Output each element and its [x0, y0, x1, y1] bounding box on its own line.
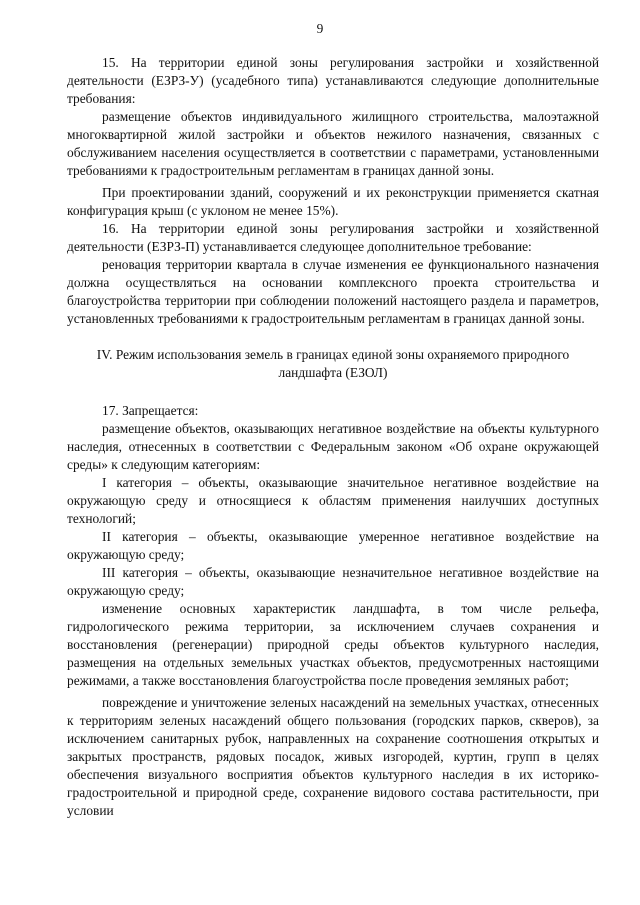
page-number: 9: [316, 21, 324, 36]
paragraph-17: 17. Запрещается:: [102, 403, 199, 418]
paragraph-15-roof-note: При проектировании зданий, сооружений и их реконструкции применяется скатная конфигурация крыш (с уклоном не менее 15%).: [67, 185, 599, 218]
document-body: [67, 54, 599, 820]
section-heading: IV. Режим использования земель в границах единой зоны охраняемого природного ландшафта (ЕЗОЛ): [96, 347, 570, 380]
paragraph-17-landscape: изменение основных характеристик ландшафта, в том числе рельефа, гидрологического режима территории, за исключением случаев сохранения и восстановления (регенерации) природной среды объектов культурного наследия, размещения на отдельных земельных участках объектов, предусмотренных настоящими режимами, а также восстановления благоустройства после проведения земляных работ;: [67, 601, 599, 688]
paragraph-17-category-3: III категория – объекты, оказывающие незначительное негативное воздействие на окружающую среду;: [67, 565, 599, 598]
paragraph-15-requirement: размещение объектов индивидуального жилищного строительства, малоэтажной многоквартирной жилой застройки и объектов нежилого назначения, связанных с обслуживанием населения осуществляется в соответствии с параметрами, установленными требованиями к градостроительным регламентам в границах данной зоны.: [67, 109, 599, 178]
paragraph-16: 16. На территории единой зоны регулирования застройки и хозяйственной деятельности (ЕЗРЗ-П) устанавливается следующее дополнительное требование:: [67, 221, 599, 254]
paragraph-17-green-spaces: повреждение и уничтожение зеленых насаждений на земельных участках, отнесенных к территориям зеленых насаждений общего пользования (городских парков, скверов), за исключением санитарных рубок, направленных на сохранение соотношения открытых и закрытых пространств, рядовых посадок, живых изгородей, куртин, групп в целях обеспечения визуального восприятия объектов культурного наследия в их историко-градостроительной и природной среде, сохранение видового состава растительности, при условии: [67, 695, 599, 818]
paragraph-17-category-2: II категория – объекты, оказывающие умеренное негативное воздействие на окружающую среду;: [67, 529, 599, 562]
paragraph-16-requirement: реновация территории квартала в случае изменения ее функционального назначения должна осуществляться на основании комплексного проекта строительства и благоустройства территории при соблюдении положений настоящего раздела и параметров, установленных требованиями к градостроительным регламентам в границах данной зоны.: [67, 257, 599, 326]
paragraph-17-objects: размещение объектов, оказывающих негативное воздействие на объекты культурного наследия, отнесенных в соответствии с Федеральным законом «Об охране окружающей среды» к следующим категориям:: [67, 421, 599, 472]
paragraph-17-category-1: I категория – объекты, оказывающие значительное негативное воздействие на окружающую среду и относящиеся к областям применения наилучших доступных технологий;: [67, 475, 599, 526]
paragraph-15: 15. На территории единой зоны регулирования застройки и хозяйственной деятельности (ЕЗРЗ-У) (усадебного типа) устанавливаются следующие дополнительные требования:: [67, 55, 599, 106]
